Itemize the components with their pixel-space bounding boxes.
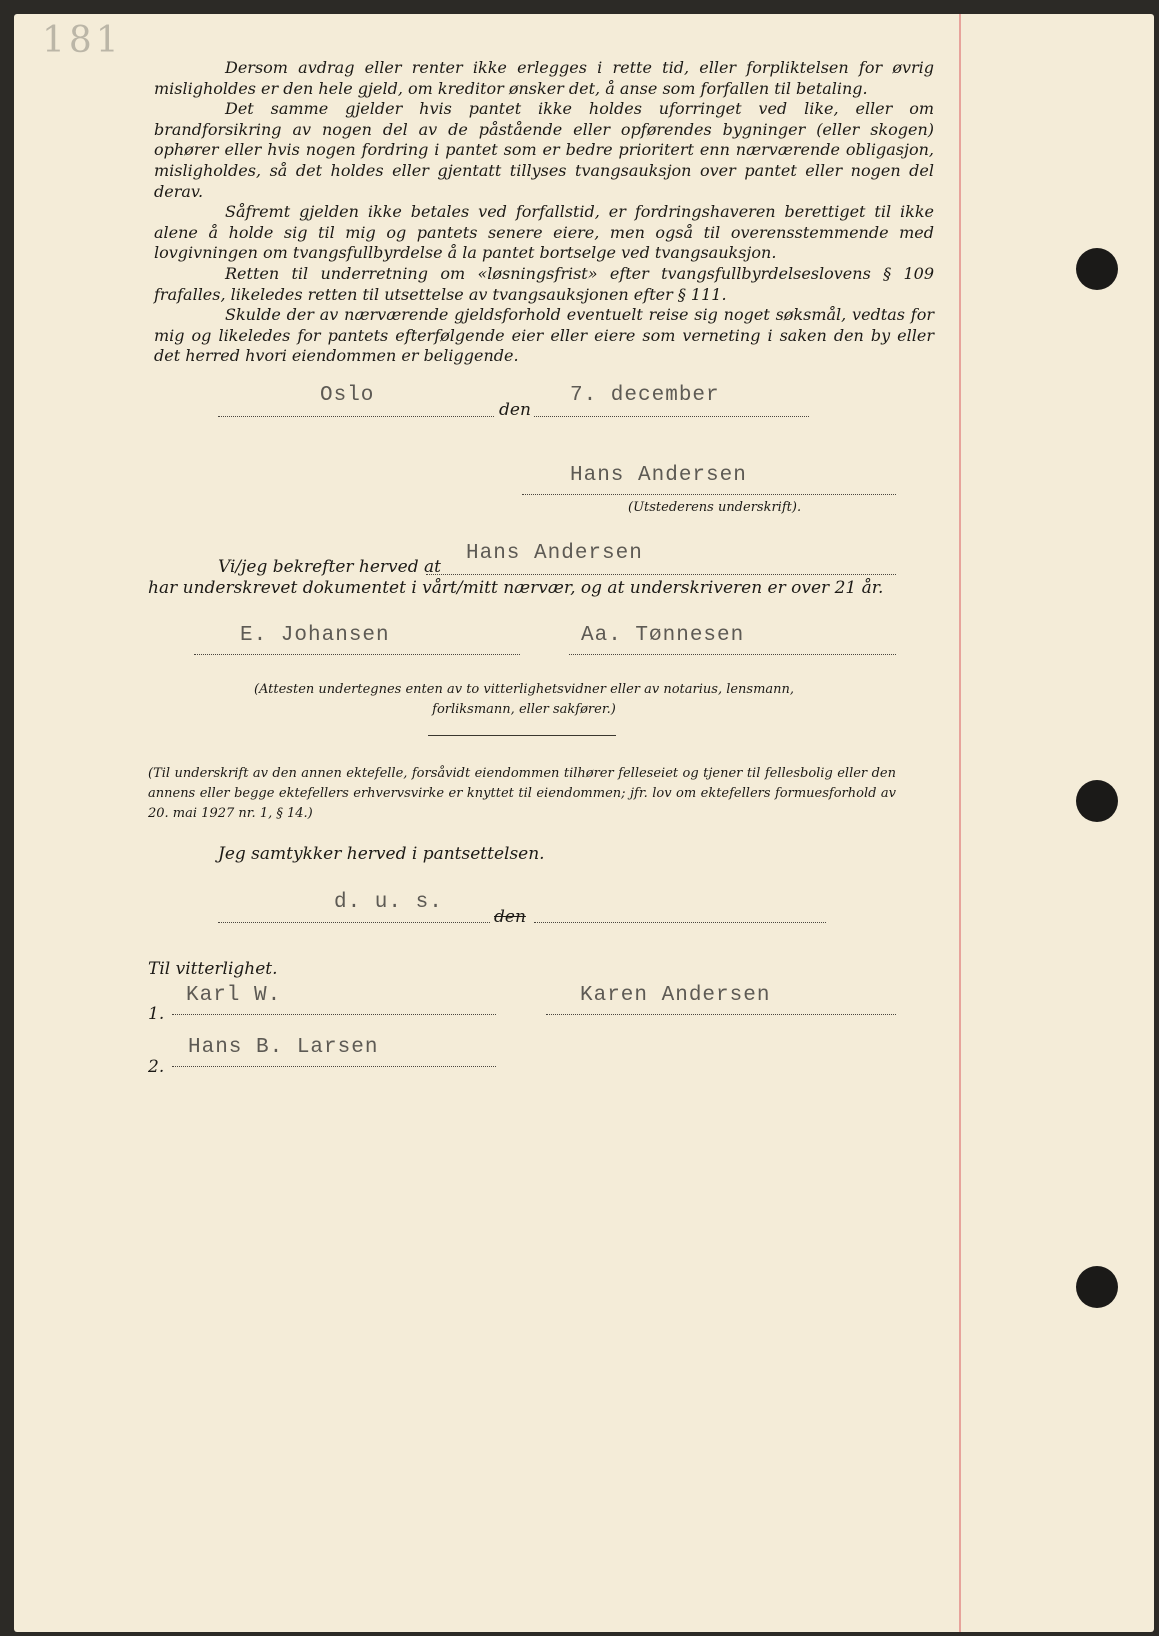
consent-place: d. u. s. bbox=[334, 891, 443, 914]
page-number-mark: 181 bbox=[42, 20, 123, 61]
witness1-line bbox=[172, 1014, 496, 1015]
paragraph: Dersom avdrag eller renter ikke erlegges i rette tid, eller forpliktelsen for øvrig misligholdes er den hele gjeld, om kreditor ønsker det, å anse som forfallen til betaling. bbox=[154, 58, 934, 98]
confirmation-prefix: Vi/jeg bekrefter herved at bbox=[218, 557, 441, 577]
paragraph: Retten til underretning om «løsningsfrist» efter tvangsfullbyrdelseslovens § 109 frafalles, likeledes retten til utsettelse av tvangsauksjonen efter § 111. bbox=[154, 263, 934, 304]
terms-text bbox=[154, 58, 934, 367]
witness1-number: 1. bbox=[148, 1004, 165, 1024]
witness-left-line bbox=[194, 654, 520, 655]
attest-note: (Attesten undertegnes enten av to vitterlighetsvidner eller av notarius, lensmann, forliksmann, eller sakfører.) bbox=[253, 682, 795, 717]
spouse-signature: Karen Andersen bbox=[580, 984, 771, 1007]
divider bbox=[428, 735, 616, 736]
paragraph: Skulde der av nærværende gjeldsforhold eventuelt reise sig noget søksmål, vedtas for mig og likeledes for pantets efterfølgende eier eller eiere som verneting i saken den by eller det herred hvori eiendommen er beliggende. bbox=[154, 305, 934, 366]
witness2-number: 2. bbox=[148, 1057, 165, 1077]
date-line bbox=[534, 416, 809, 417]
issuer-caption: (Utstederens underskrift). bbox=[628, 500, 802, 515]
witness1-signature: Karl W. bbox=[186, 984, 282, 1007]
punch-hole-icon bbox=[1076, 780, 1118, 822]
spouse-note: (Til underskrift av den annen ektefelle, forsåvidt eiendommen tilhører felleseiet og tjener til fellesbolig eller den annens eller begge ektefellers erhvervsvirke er knyttet til eiendommen; jfr. lov om ektefellers formuesforhold av 20. mai 1927 nr. 1, § 14.) bbox=[148, 766, 896, 821]
document-page bbox=[14, 14, 1154, 1632]
margin-rule bbox=[959, 14, 961, 1632]
witness-right-line bbox=[569, 654, 896, 655]
consent-den-label: den bbox=[494, 907, 526, 927]
witness-left-signature: E. Johansen bbox=[240, 624, 390, 647]
witness2-signature: Hans B. Larsen bbox=[188, 1036, 379, 1059]
confirmation-name: Hans Andersen bbox=[466, 542, 643, 565]
date-value: 7. december bbox=[570, 384, 720, 407]
place-line bbox=[218, 416, 494, 417]
confirmation-line bbox=[426, 574, 896, 575]
witness2-line bbox=[172, 1066, 496, 1067]
issuer-signature: Hans Andersen bbox=[570, 464, 747, 487]
paragraph: Det samme gjelder hvis pantet ikke holdes uforringet ved like, eller om brandforsikring av nogen del av de påstående eller opførendes bygninger (eller skogen) ophører eller hvis nogen fordring i pantet som er bedre prioritert enn nærværende obligasjon, misligholdes, så det holdes eller gjentatt tillyses tvangsauksjon over pantet eller nogen del derav. bbox=[154, 99, 934, 201]
confirmation-text: har underskrevet dokumentet i vårt/mitt nærvær, og at underskriveren er over 21 år. bbox=[148, 578, 884, 598]
issuer-signature-line bbox=[522, 494, 896, 495]
punch-hole-icon bbox=[1076, 248, 1118, 290]
place-value: Oslo bbox=[320, 384, 375, 407]
spouse-signature-line bbox=[546, 1014, 896, 1015]
punch-hole-icon bbox=[1076, 1266, 1118, 1308]
den-label: den bbox=[499, 400, 531, 420]
paragraph: Såfremt gjelden ikke betales ved forfallstid, er fordringshaveren berettiget til ikke alene å holde sig til mig og pantets senere eiere, men også til overensstemmende med lovgivningen om tvangsfullbyrdelse å la pantet bortselge ved tvangsauksjon. bbox=[154, 202, 934, 263]
consent-date-line bbox=[534, 922, 826, 923]
witness-right-signature: Aa. Tønnesen bbox=[581, 624, 745, 647]
vitterlighet-label: Til vitterlighet. bbox=[148, 959, 278, 979]
consent-place-line bbox=[218, 922, 490, 923]
consent-text: Jeg samtykker herved i pantsettelsen. bbox=[218, 844, 545, 864]
